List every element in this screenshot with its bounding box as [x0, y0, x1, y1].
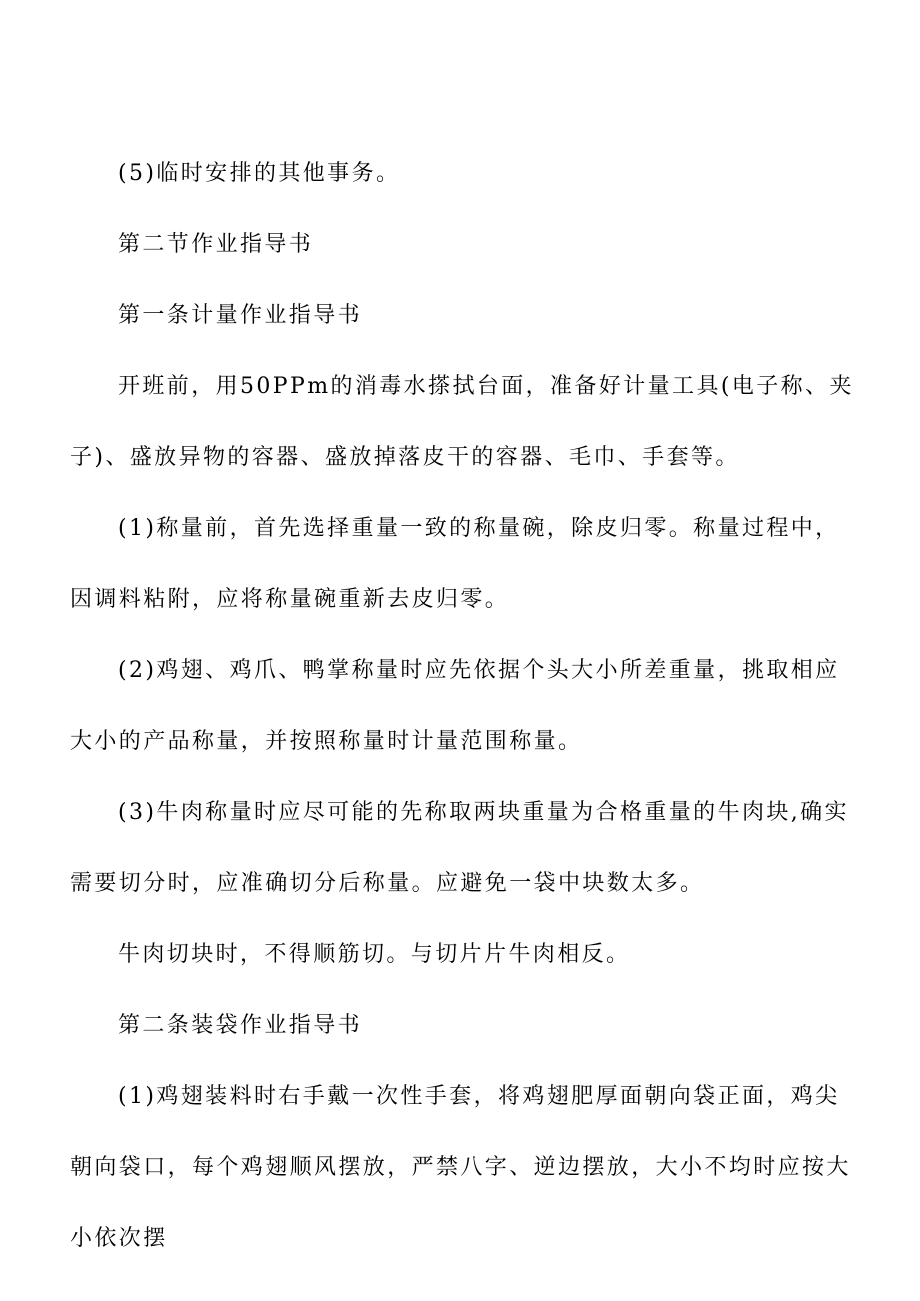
paragraph-bagging-step-1: (1)鸡翅装料时右手戴一次性手套，将鸡翅肥厚面朝向袋正面，鸡尖朝向袋口，每个鸡翅顺风摆放，严禁八字、逆边摆放，大小不均时应按大小依次摆	[70, 1084, 851, 1251]
document-body	[70, 138, 860, 1274]
paragraph-weighing-step-1: (1)称量前，首先选择重量一致的称量碗，除皮归零。称量过程中，因调料粘附，应将称量碗重新去皮归零。	[70, 516, 840, 612]
paragraph-weighing-step-2: (2)鸡翅、鸡爪、鸭掌称量时应先依据个头大小所差重量，挑取相应大小的产品称量，并按照称量时计量范围称量。	[70, 658, 840, 754]
paragraph-item-5-other-tasks: (5)临时安排的其他事务。	[118, 161, 401, 186]
article-heading-bagging: 第二条装袋作业指导书	[118, 1013, 363, 1038]
paragraph-pre-shift-prep: 开班前，用50PPm的消毒水搽拭台面，准备好计量工具(电子称、夹子)、盛放异物的容器、盛放掉落皮干的容器、毛巾、手套等。	[70, 374, 854, 470]
article-heading-weighing: 第一条计量作业指导书	[118, 303, 363, 328]
paragraph-beef-cutting: 牛肉切块时，不得顺筋切。与切片片牛肉相反。	[118, 942, 631, 967]
paragraph-weighing-step-3: (3)牛肉称量时应尽可能的先称取两块重量为合格重量的牛肉块,确实需要切分时，应准确切分后称量。应避免一袋中块数太多。	[70, 800, 849, 896]
section-heading-work-instructions: 第二节作业指导书	[118, 232, 314, 257]
